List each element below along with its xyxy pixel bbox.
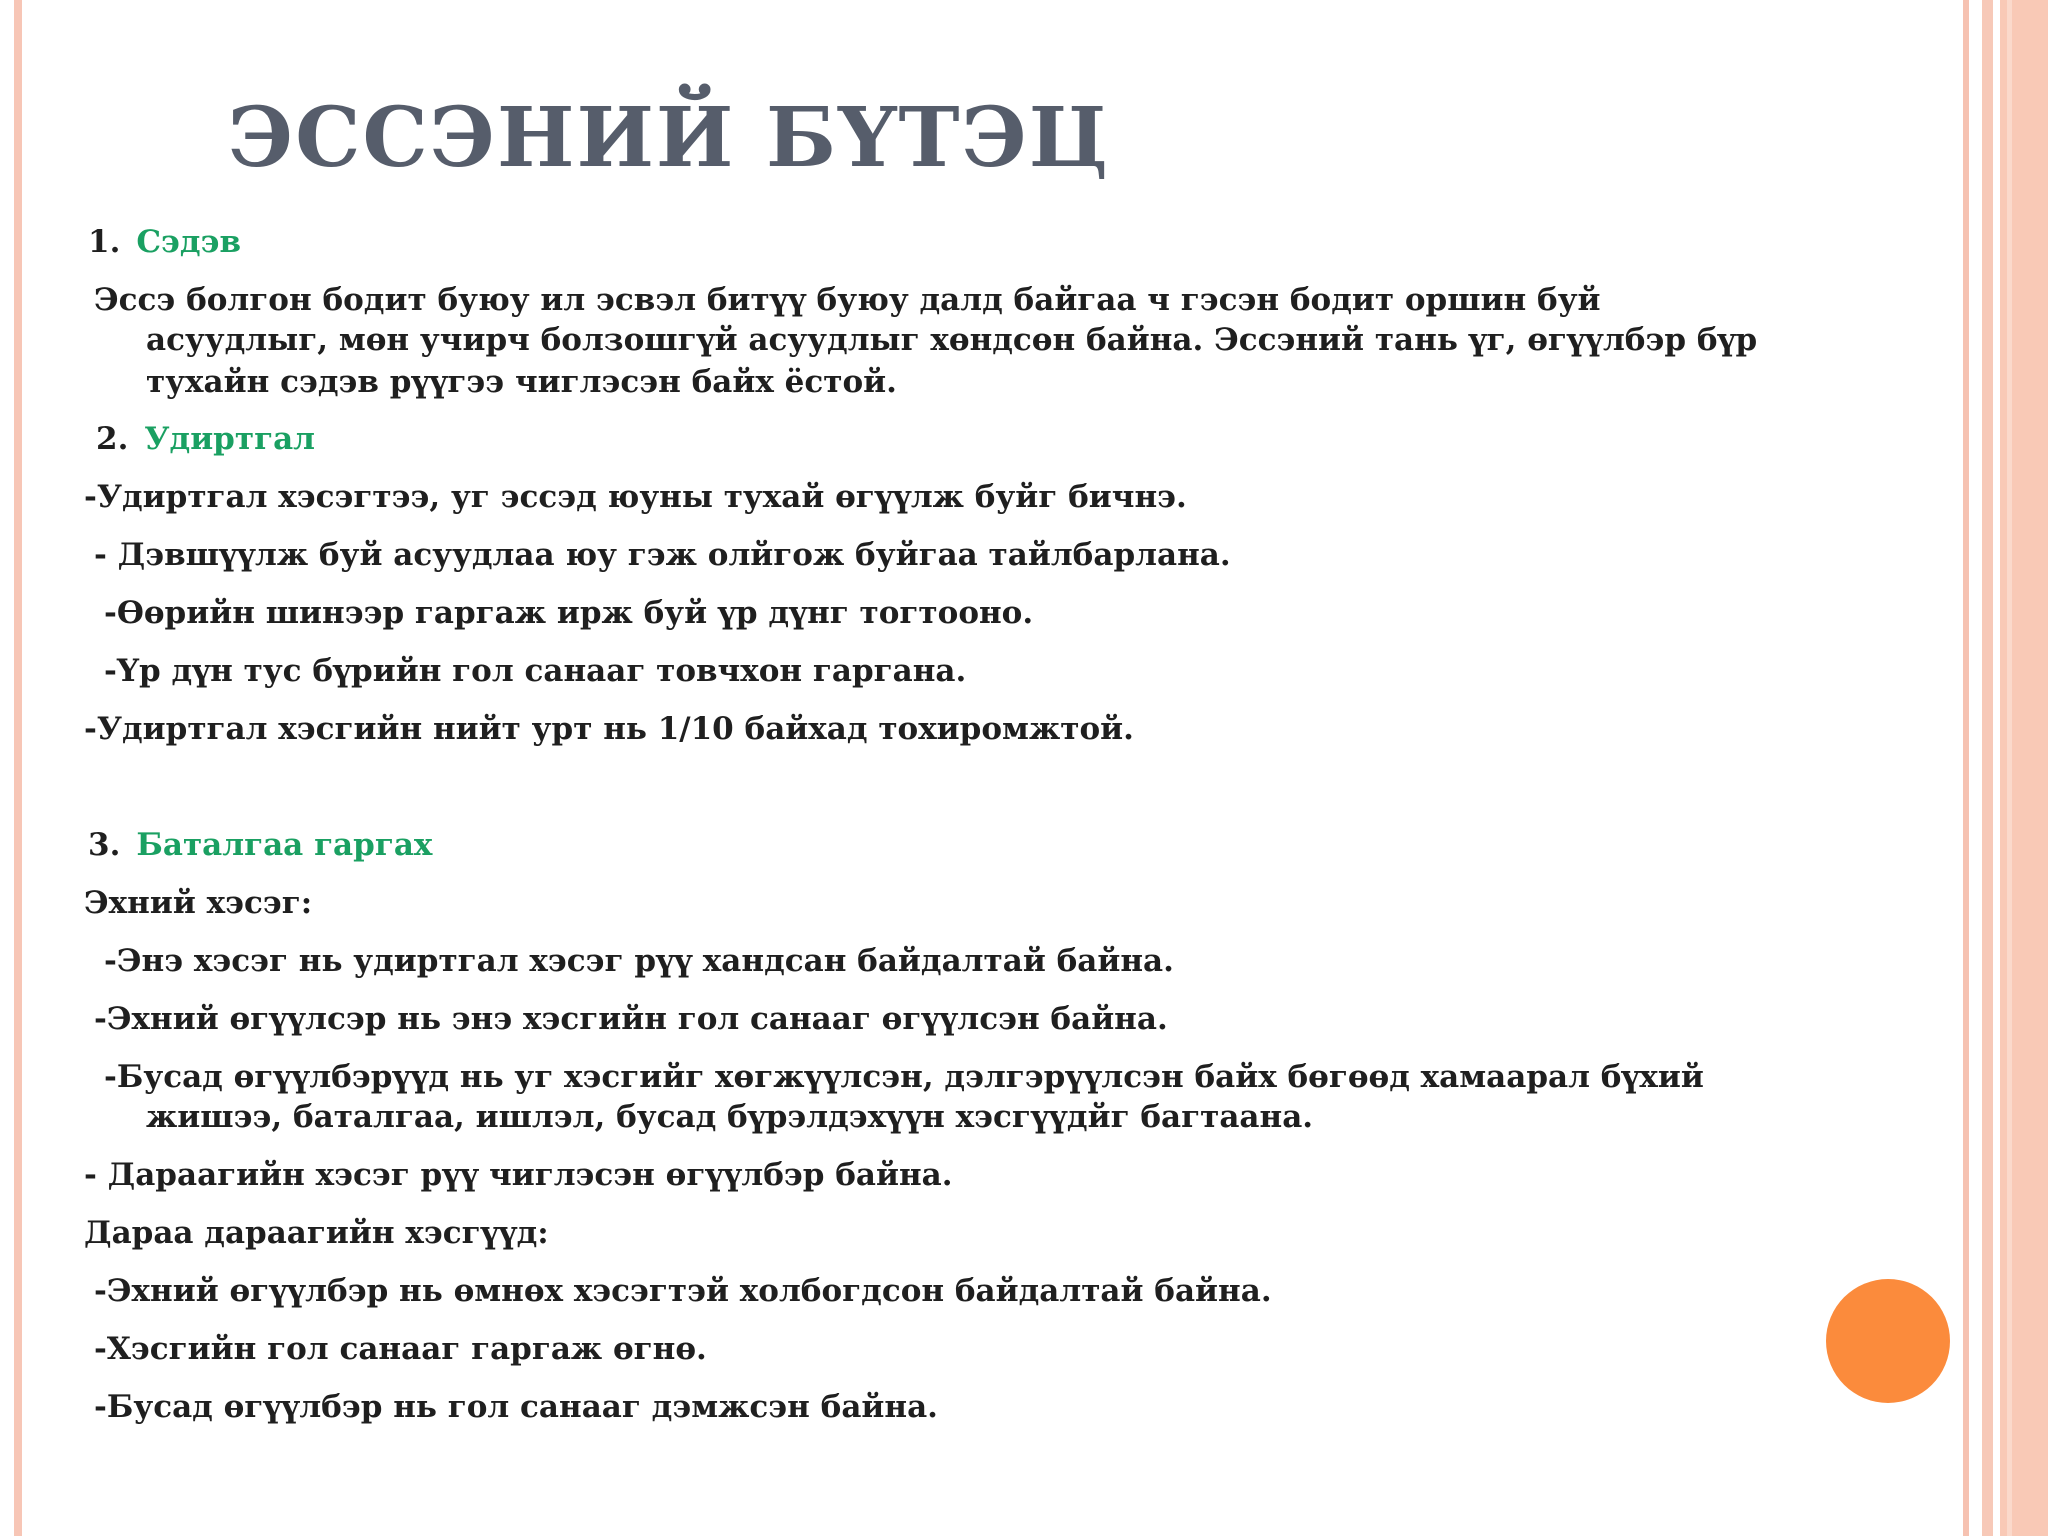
section-title: Сэдэв — [136, 224, 241, 260]
right-frame-bar-thin — [1963, 0, 1969, 1536]
text-line: жишээ, баталгаа, ишлэл, бусад бүрэлдэхүүн хэсгүүдйг багтаана. — [146, 1099, 1314, 1135]
text-line: Эхний хэсэг: — [84, 885, 313, 921]
text-line: Дараа дараагийн хэсгүүд: — [84, 1215, 549, 1251]
orange-circle-decoration — [1826, 1279, 1950, 1403]
text-line: - Дэвшүүлж буй асуудлаа юу гэж олйгож буйгаа тайлбарлана. — [94, 537, 1231, 573]
section-number: 2. — [96, 421, 129, 457]
section-title: Баталгаа гаргах — [136, 827, 433, 863]
section-title: Удиртгал — [144, 421, 316, 457]
text-line: -Үр дүн тус бүрийн гол санааг товчхон гаргана. — [104, 653, 967, 689]
text-line: -Эхний өгүүлсэр нь энэ хэсгийн гол санааг өгүүлсэн байна. — [94, 1001, 1168, 1037]
text-line: Эссэ болгон бодит буюу ил эсвэл битүү буюу далд байгаа ч гэсэн бодит оршин буй — [94, 282, 1601, 318]
text-line: -Бусад өгүүлбэр нь гол санааг дэмжсэн байна. — [94, 1389, 938, 1425]
section-number: 1. — [88, 224, 121, 260]
text-line: -Удиртгал хэсэгтээ, уг эссэд юуны тухай өгүүлж буйг бичнэ. — [84, 479, 1187, 515]
text-line: тухайн сэдэв рүүгээ чиглэсэн байх ёстой. — [146, 364, 897, 400]
text-line: -Удиртгал хэсгийн нийт урт нь 1/10 байхад тохиромжтой. — [84, 711, 1134, 747]
text-line: асуудлыг, мөн учирч болзошгүй асуудлыг хөндсөн байна. Эссэний тань үг, өгүүлбэр бүр — [146, 322, 1758, 358]
slide-title: ЭССЭНИЙ БҮТЭЦ — [228, 90, 1111, 186]
text-line: -Хэсгийн гол санааг гаргаж өгнө. — [94, 1331, 707, 1367]
left-frame-bar — [14, 0, 22, 1536]
text-line: - Дараагийн хэсэг рүү чиглэсэн өгүүлбэр байна. — [84, 1157, 953, 1193]
right-frame-bar-wide — [2000, 0, 2048, 1536]
section-1-heading — [88, 222, 241, 262]
text-line: -Өөрийн шинээр гаргаж ирж буй үр дүнг тогтооно. — [104, 595, 1034, 631]
section-number: 3. — [88, 827, 121, 863]
text-line: -Бусад өгүүлбэрүүд нь уг хэсгийг хөгжүүлсэн, дэлгэрүүлсэн байх бөгөөд хамаарал бүхий — [104, 1059, 1704, 1095]
text-line: -Эхний өгүүлбэр нь өмнөх хэсэгтэй холбогдсон байдалтай байна. — [94, 1273, 1272, 1309]
text-line: -Энэ хэсэг нь удиртгал хэсэг рүү хандсан байдалтай байна. — [104, 943, 1174, 979]
section-3-heading — [88, 825, 432, 865]
section-2-heading — [96, 419, 315, 459]
right-frame-bar-mid — [1982, 0, 1993, 1536]
